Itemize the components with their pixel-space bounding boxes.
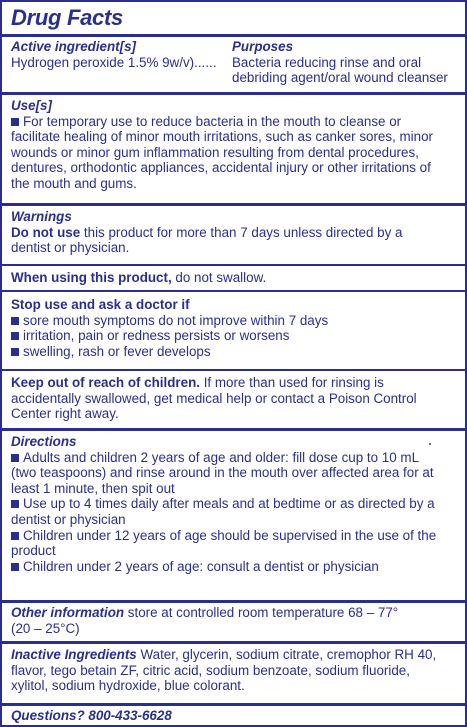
inactive-ingredients-text: flavor, tego betain ZF, citric acid, sodium benzoate, sodium fluoride, [11,662,410,678]
section-rule [2,203,465,206]
active-ingredient-section [2,39,465,86]
keep-out-text: accidentally swallowed, get medical help or contact a Poison Control [11,390,417,406]
directions-line: dentist or physician [11,511,126,527]
when-using-section [2,270,465,286]
keep-out-text: Center right away. [11,406,119,422]
bullet-icon [11,348,19,356]
directions-heading: Directions [11,434,77,449]
stop-use-section [2,297,465,359]
do-not-use-text: dentist or physician. [11,240,130,256]
inactive-ingredients-text: xylitol, sodium hydroxide, blue colorant. [11,678,245,694]
warnings-heading: Warnings [11,209,72,224]
questions-section [2,708,465,724]
section-rule [2,600,465,603]
drug-facts-title: Drug Facts [11,5,123,30]
section-rule [2,92,465,95]
divider [2,290,465,292]
stop-use-item: sore mouth symptoms do not improve within 7 days [23,312,329,328]
purposes-heading: Purposes [232,39,294,54]
keep-out-text: If more than used for rinsing is [199,375,384,390]
directions-section [2,434,465,574]
warnings-section [2,209,465,256]
directions-line: (two teaspoons) and rinse around in the mouth over affected area for at [11,465,434,481]
divider [2,369,465,371]
purpose-line: Bacteria reducing rinse and oral [232,54,422,70]
other-information-text: (20 – 25°C) [11,620,80,636]
when-using-text: do not swallow. [171,270,267,285]
do-not-use-text: this product for more than 7 days unless directed by a [80,224,403,240]
directions-line: Children under 2 years of age: consult a dentist or physician [23,558,379,574]
other-information-section [2,605,465,636]
inactive-ingredients-section [2,647,465,694]
inactive-ingredients-text: Water, glycerin, sodium citrate, cremophor RH 40, [136,647,437,662]
active-ingredient-heading: Active ingredient[s] [11,39,137,54]
section-rule [2,641,465,644]
questions-text: Questions? 800-433-6628 [11,708,172,723]
stop-use-item: irritation, pain or redness persists or worsens [23,328,290,344]
uses-line: facilitate healing of minor mouth irritations, such as canker sores, minor [11,129,433,145]
directions-line: Use up to 4 times daily after meals and at bedtime or as directed by a [23,496,435,512]
bullet-icon [11,118,19,126]
title-rule [2,34,465,37]
bullet-icon [11,454,19,462]
purpose-line: debriding agent/oral wound cleanser [232,70,448,86]
divider [2,264,465,266]
do-not-use-label: Do not use [11,224,81,240]
bullet-icon [11,563,19,571]
section-rule [2,428,465,431]
other-information-text: store at controlled room temperature 68 – 77° [124,605,399,620]
keep-out-section [2,375,465,422]
bullet-icon [11,500,19,508]
stop-use-heading: Stop use and ask a doctor if [11,297,190,312]
active-ingredient-text: Hydrogen peroxide 1.5% 9w/v)...... [11,54,217,70]
keep-out-label: Keep out of reach of children. [11,375,200,390]
uses-section [2,98,465,192]
bullet-icon [11,532,19,540]
when-using-label: When using this product, [11,270,172,285]
uses-line: dentures, orthodontic appliances, accidental injury or other irritations of [11,160,431,176]
other-information-heading: Other information [11,605,125,620]
bullet-icon [11,332,19,340]
bullet-icon [11,317,19,325]
directions-line: least 1 minute, then spit out [11,480,175,496]
section-rule [2,703,465,706]
directions-line: Adults and children 2 years of age and older: fill dose cup to 10 mL [23,449,420,465]
directions-line: Children under 12 years of age should be supervised in the use of the [23,527,437,543]
stop-use-item: swelling, rash or fever develops [23,343,211,359]
uses-line: For temporary use to reduce bacteria in the mouth to cleanse or [23,113,402,129]
inactive-ingredients-heading: Inactive Ingredients [11,647,137,662]
uses-heading: Use[s] [11,98,52,113]
uses-line: the mouth and gums. [11,175,137,191]
directions-line: product [11,543,56,559]
uses-line: wounds or minor gum inflammation resulting from dental procedures, [11,144,419,160]
speck [429,443,431,445]
